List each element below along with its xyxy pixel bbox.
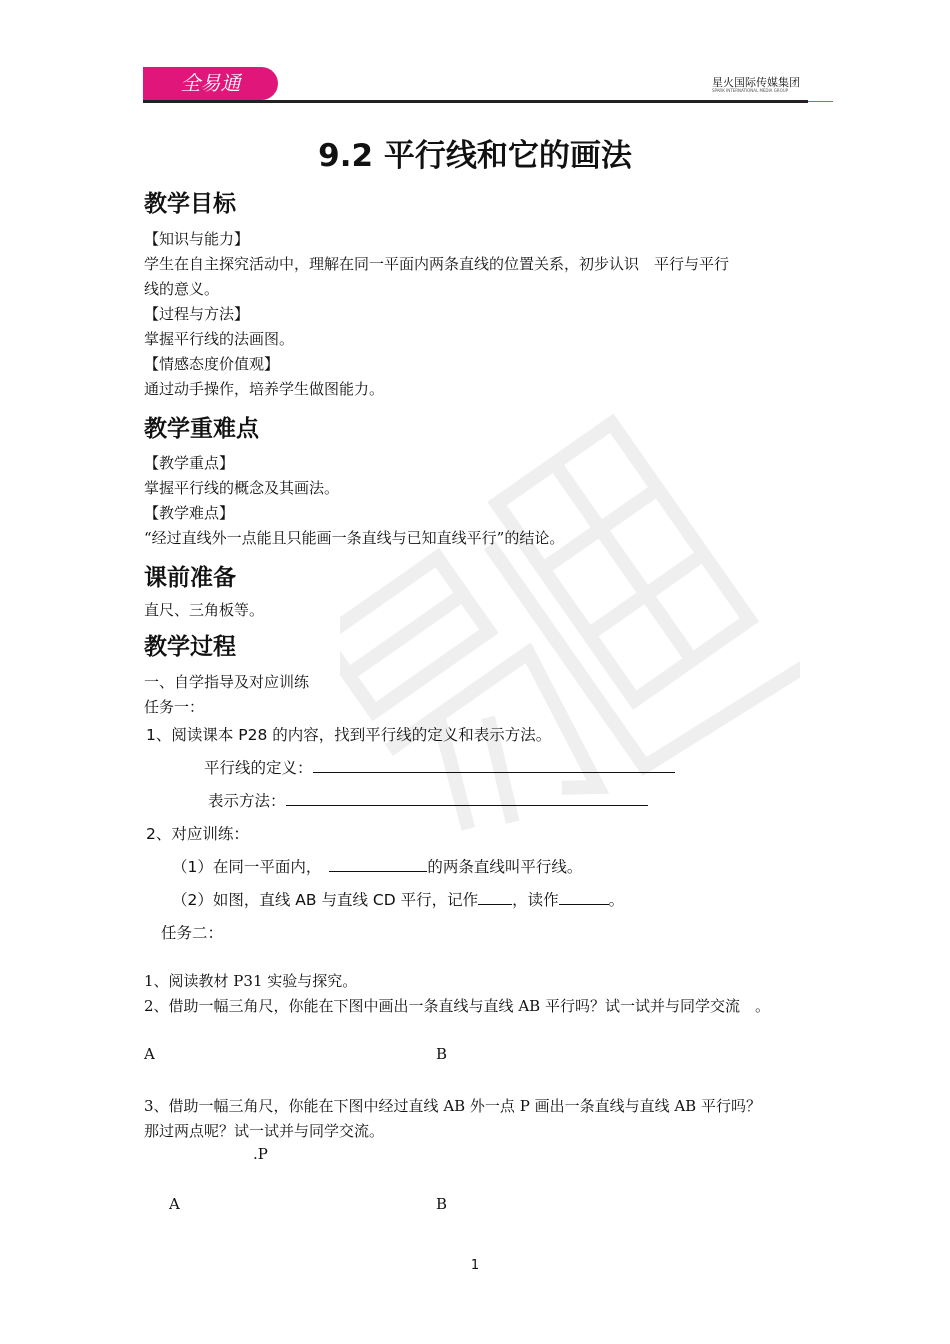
- text-line: 【教学难点】: [144, 504, 235, 522]
- text-line: 学生在自主探究活动中，理解在同一平面内两条直线的位置关系，初步认识 平行与平行: [144, 255, 730, 273]
- blank: [329, 857, 427, 872]
- text-line: 一、自学指导及对应训练: [144, 673, 310, 691]
- question: 2、对应训练：: [146, 825, 249, 843]
- point-label: A: [169, 1195, 180, 1213]
- section-heading: 教学重难点: [144, 416, 259, 442]
- question-line: [172, 888, 624, 910]
- question-line: [208, 789, 648, 811]
- text-line: “经过直线外一点能且只能画一条直线与已知直线平行”的结论。: [144, 529, 565, 547]
- text-line: 1、阅读教材 P31 实验与探究。: [144, 972, 358, 990]
- text: ，读作: [512, 891, 559, 909]
- publisher-name-en: SPARK INTERNATIONAL MEDIA GROUP: [712, 88, 789, 93]
- section-heading: 课前准备: [144, 565, 236, 591]
- text-line: 任务二：: [161, 924, 224, 942]
- page-number: 1: [470, 1258, 480, 1273]
- text-line: 直尺、三角板等。: [144, 601, 265, 619]
- text-line: 【过程与方法】: [144, 305, 250, 323]
- text-line: 掌握平行线的法画图。: [144, 330, 295, 348]
- text-line: 2、借助一幅三角尺，你能在下图中画出一条直线与直线 AB 平行吗？试一试并与同学交流 。: [144, 997, 770, 1015]
- point-label: .P: [253, 1145, 268, 1163]
- blank: [286, 791, 648, 806]
- question-line: [172, 855, 582, 877]
- text-line: 【教学重点】: [144, 454, 235, 472]
- text-line: 线的意义。: [144, 280, 220, 298]
- section-heading: 教学目标: [144, 191, 236, 217]
- label: 表示方法：: [208, 792, 286, 810]
- blank: [478, 890, 512, 905]
- label: 平行线的定义：: [204, 759, 313, 777]
- text-line: 3、借助一幅三角尺，你能在下图中经过直线 AB 外一点 P 画出一条直线与直线 AB 平行吗？: [144, 1097, 761, 1115]
- text: 的两条直线叫平行线。: [427, 858, 583, 876]
- publisher-name: 星火国际传媒集团: [712, 76, 800, 89]
- header-rule: [143, 100, 808, 103]
- blank: [559, 890, 609, 905]
- text-line: 那过两点呢？试一试并与同学交流。: [144, 1122, 385, 1140]
- text: （2）如图，直线 AB 与直线 CD 平行，记作: [172, 891, 479, 909]
- text: 。: [608, 891, 625, 909]
- section-heading: 教学过程: [144, 634, 236, 660]
- logo: 全易通: [143, 67, 278, 100]
- question-line: [204, 756, 675, 778]
- text-line: 【知识与能力】: [144, 230, 250, 248]
- question: 1、阅读课本 P28 的内容，找到平行线的定义和表示方法。: [146, 726, 552, 744]
- text-line: 掌握平行线的概念及其画法。: [144, 479, 340, 497]
- point-label: B: [436, 1195, 448, 1213]
- text-line: 任务一：: [144, 698, 205, 716]
- point-label: B: [436, 1045, 448, 1063]
- point-label: A: [144, 1045, 155, 1063]
- text-line: 【情感态度价值观】: [144, 355, 280, 373]
- page-title: 9.2 平行线和它的画法: [318, 138, 632, 174]
- text: （1）在同一平面内，: [172, 858, 322, 876]
- text-line: 通过动手操作，培养学生做图能力。: [144, 380, 385, 398]
- blank: [313, 758, 675, 773]
